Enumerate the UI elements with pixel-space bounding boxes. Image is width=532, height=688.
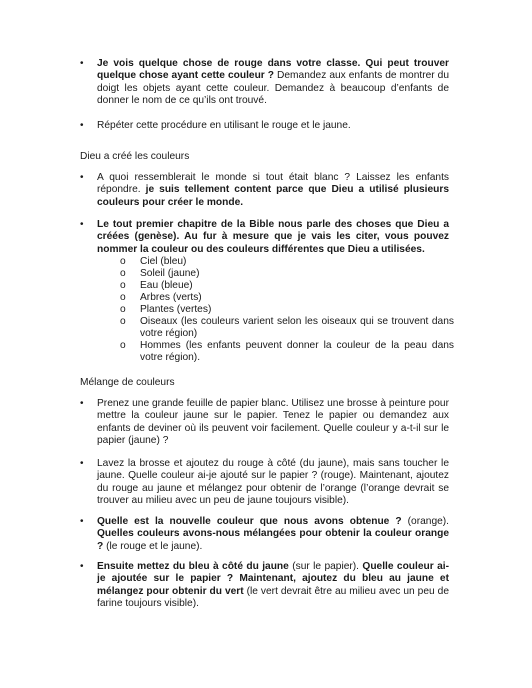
bullet-marker: • (80, 398, 84, 409)
list-item-text: Arbres (verts) (140, 292, 202, 303)
text-normal: (le vert devrait être au milieu avec un peu de farine toujours visible). (97, 585, 449, 610)
sub-bullet-marker: o (120, 316, 126, 327)
sub-bullet-marker: o (120, 280, 126, 291)
sub-bullet-marker: o (120, 256, 126, 267)
paragraph-b1 (97, 58, 449, 108)
list-item-text: Soleil (jaune) (140, 268, 200, 279)
bullet-marker: • (80, 516, 84, 527)
text-normal: Prenez une grande feuille de papier blanc. Utilisez une brosse à peinture pour mettre la couleur jaune sur le papier. Tenez le papier ou demandez aux enfants de deviner où ils peuvent voir facilement. Quelle couleur y a-t-il sur le papier (jaune) ? (97, 398, 449, 447)
list-item-text: Hommes (les enfants peuvent donner la couleur de la peau dans votre région). (140, 340, 454, 364)
text-normal: Lavez la brosse et ajoutez du rouge à côté (du jaune), mais sans toucher le jaune. Quelle couleur ai-je ajouté sur le papier ? (rouge). Maintenant, ajoutez du rouge au jaune et mélangez pour obtenir de l’orange (l’orange devrait se trouver au milieu avec un peu de jaune toujours visible). (97, 458, 449, 507)
sub-bullet-marker: o (120, 340, 126, 351)
sub-bullet-marker: o (120, 304, 126, 315)
list-item-text: Oiseaux (les couleurs varient selon les oiseaux qui se trouvent dans votre région) (140, 316, 454, 340)
text-bold: Quelle couleur ai-je ajoutée sur le papier ? Maintenant, ajoutez du bleu au jaune et mélangez pour obtenir du vert (97, 561, 449, 597)
paragraph-b6 (97, 458, 449, 508)
bullet-marker: • (80, 561, 84, 572)
paragraph-b7 (97, 516, 449, 553)
list-item-text: Plantes (vertes) (140, 304, 212, 315)
text-normal: Répéter cette procédure en utilisant le rouge et le jaune. (97, 120, 351, 131)
paragraph-b5 (97, 398, 449, 448)
list-item-text: Ciel (bleu) (140, 256, 187, 267)
text-normal: (sur le papier). (288, 561, 363, 572)
paragraph-b2 (97, 120, 449, 132)
section-heading: Mélange de couleurs (80, 377, 175, 388)
paragraph-b4 (97, 219, 449, 256)
bullet-marker: • (80, 219, 84, 230)
paragraph-b3 (97, 172, 449, 209)
text-bold: Je vois quelque chose de rouge dans votre classe. Qui peut trouver quelque chose ayant cette couleur ? (97, 58, 449, 82)
text-normal: Demandez aux enfants de montrer du doigt les objets ayant cette couleur. Demandez à beaucoup d’enfants de donner le nom de ce qu’ils ont trouvé. (97, 70, 449, 107)
paragraph-b8 (97, 561, 449, 611)
list-item-text: Eau (bleue) (140, 280, 193, 291)
bullet-marker: • (80, 172, 84, 183)
text-normal: (le rouge et le jaune). (103, 540, 203, 552)
bullet-marker: • (80, 120, 84, 131)
text-bold: Quelle est la nouvelle couleur que nous avons obtenue ? (97, 516, 402, 527)
text-bold: Ensuite mettez du bleu à côté du jaune (97, 561, 289, 572)
text-normal: (orange). (401, 516, 450, 527)
text-normal: A quoi ressemblerait le monde si tout était blanc ? Laissez les enfants répondre. (97, 172, 449, 196)
section-heading: Dieu a créé les couleurs (80, 151, 190, 162)
sub-bullet-marker: o (120, 268, 126, 279)
bullet-marker: • (80, 58, 84, 69)
text-bold: je suis tellement content parce que Dieu a utilisé plusieurs couleurs pour créer le monde. (97, 184, 449, 208)
bullet-marker: • (80, 458, 84, 469)
sub-bullet-marker: o (120, 292, 126, 303)
text-bold: Le tout premier chapitre de la Bible nous parle des choses que Dieu a créées (genèse). Au fur à mesure que je vais les citer, vous pouvez nommer la couleur ou des couleurs différentes que Dieu a utilisées. (97, 219, 449, 255)
text-bold: Quelles couleurs avons-nous mélangées pour obtenir la couleur orange ? (97, 528, 449, 552)
